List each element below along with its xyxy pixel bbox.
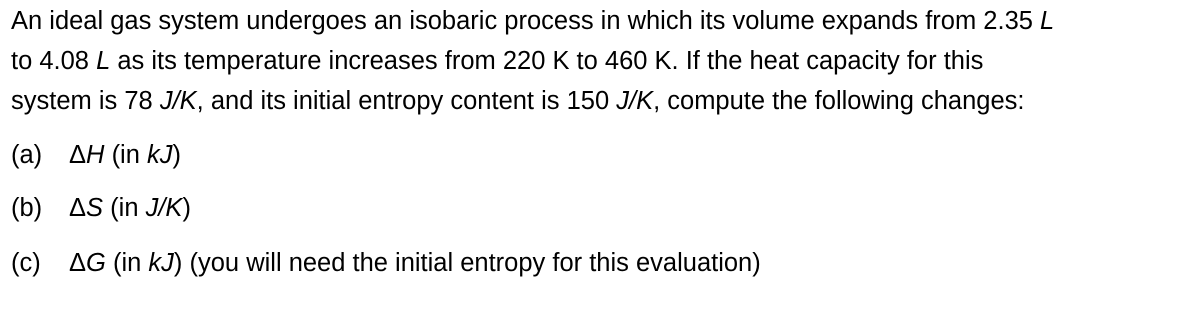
question-note: (you will need the initial entropy for this evaluation): [182, 249, 761, 277]
answer-unit: kJ: [147, 141, 173, 169]
problem-line-2: [11, 46, 983, 76]
unit-open: (in: [111, 141, 147, 169]
delta-symbol: Δ: [69, 194, 87, 222]
question-a: [11, 140, 181, 170]
unit-close: ): [172, 141, 181, 169]
volume-unit: L: [96, 47, 111, 75]
question-c: [11, 248, 761, 278]
quantity-symbol: H: [86, 141, 105, 169]
question-label: (c): [11, 249, 41, 277]
delta-symbol: Δ: [69, 249, 87, 277]
question-label: (b): [11, 194, 43, 222]
problem-text: An ideal gas system undergoes an isobaric process in which its volume expands from 2.35: [11, 7, 1033, 35]
problem-text: to 4.08: [11, 47, 89, 75]
question-label: (a): [11, 141, 43, 169]
quantity-symbol: S: [86, 194, 104, 222]
quantity-symbol: G: [86, 249, 106, 277]
unit-close: ): [173, 249, 183, 277]
unit-close: ): [182, 194, 191, 222]
answer-unit: J/K: [145, 194, 183, 222]
heat-capacity-unit: J/K: [159, 87, 197, 115]
problem-line-3: [11, 86, 1025, 116]
question-b: [11, 193, 191, 223]
problem-text: as its temperature increases from 220 K to 460 K. If the heat capacity for this: [117, 47, 984, 75]
unit-open: (in: [112, 249, 149, 277]
problem-text: , compute the following changes:: [653, 87, 1025, 115]
unit-open: (in: [110, 194, 146, 222]
volume-unit: L: [1040, 7, 1055, 35]
problem-text: system is 78: [11, 87, 153, 115]
problem-text: , and its initial entropy content is 150: [196, 87, 610, 115]
problem-line-1: [11, 6, 1054, 36]
answer-unit: kJ: [148, 249, 174, 277]
delta-symbol: Δ: [69, 141, 87, 169]
entropy-unit: J/K: [616, 87, 654, 115]
